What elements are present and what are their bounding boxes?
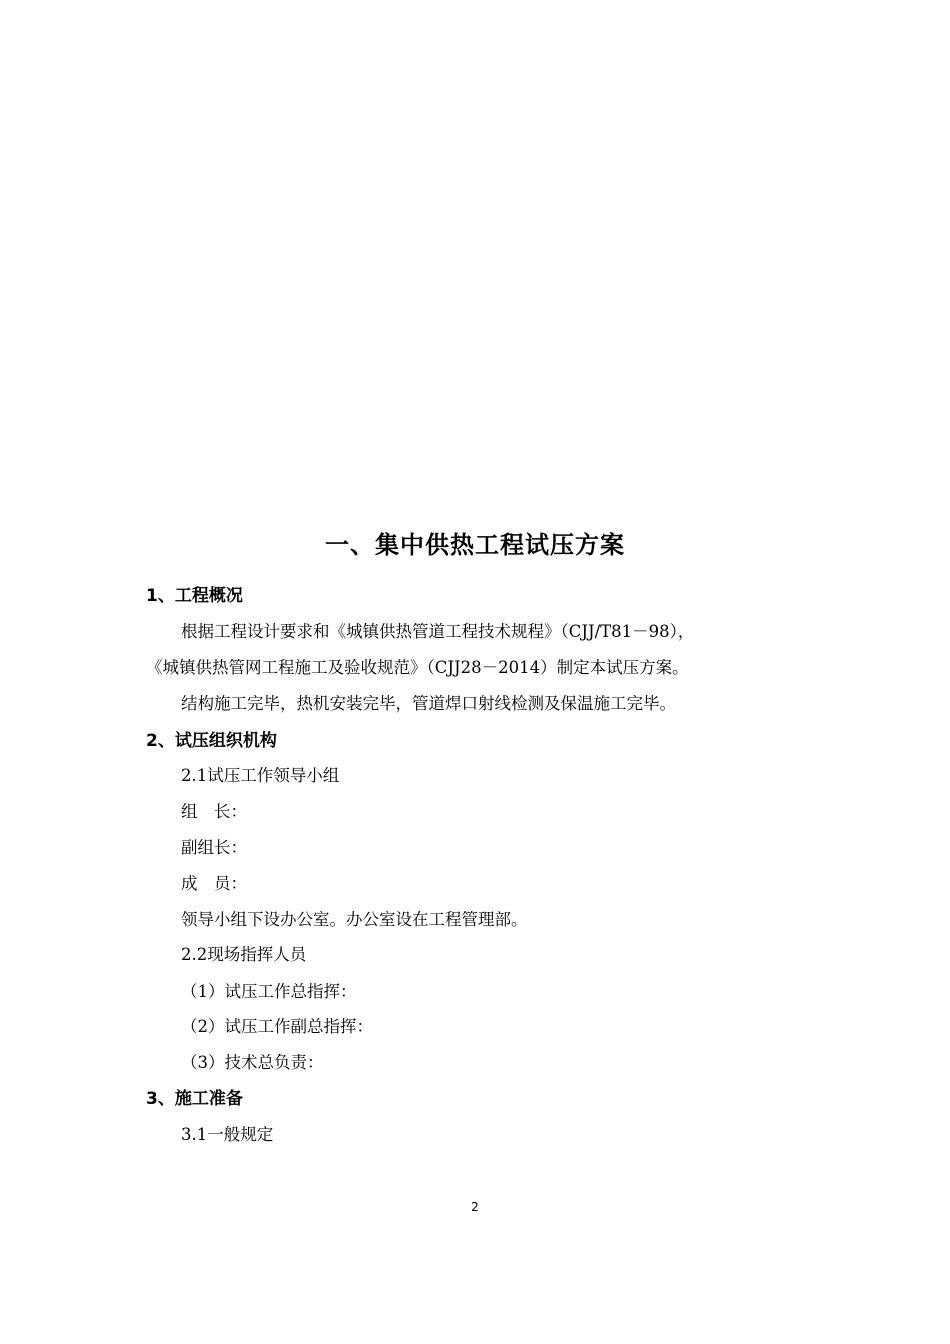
section-heading-organization: 2、试压组织机构	[146, 731, 277, 751]
subsection-site-command: 2.2现场指挥人员	[181, 945, 307, 964]
section-heading-preparation: 3、施工准备	[146, 1089, 243, 1109]
paragraph-office: 领导小组下设办公室。办公室设在工程管理部。	[181, 910, 528, 929]
list-item-chief-commander: （1）试压工作总指挥：	[181, 982, 357, 1001]
subsection-general-rules: 3.1一般规定	[181, 1125, 274, 1144]
field-members: 成 员：	[181, 874, 247, 893]
section-heading-project-overview: 1、工程概况	[146, 586, 243, 606]
subsection-leadership-group: 2.1试压工作领导小组	[181, 766, 340, 785]
list-item-deputy-commander: （2）试压工作副总指挥：	[181, 1017, 373, 1036]
field-deputy-leader: 副组长：	[181, 838, 247, 857]
paragraph-design-basis-line1: 根据工程设计要求和《城镇供热管道工程技术规程》（CJJ/T81－98），	[181, 622, 695, 641]
document-title: 一、集中供热工程试压方案	[325, 531, 625, 559]
paragraph-design-basis-line2: 《城镇供热管网工程施工及验收规范》（CJJ28－2014）制定本试压方案。	[146, 658, 689, 677]
page-number: 2	[471, 1200, 479, 1214]
paragraph-construction-status: 结构施工完毕，热机安装完毕，管道焊口射线检测及保温施工完毕。	[181, 694, 676, 713]
list-item-technical-lead: （3）技术总负责：	[181, 1053, 324, 1072]
field-group-leader: 组 长：	[181, 802, 247, 821]
